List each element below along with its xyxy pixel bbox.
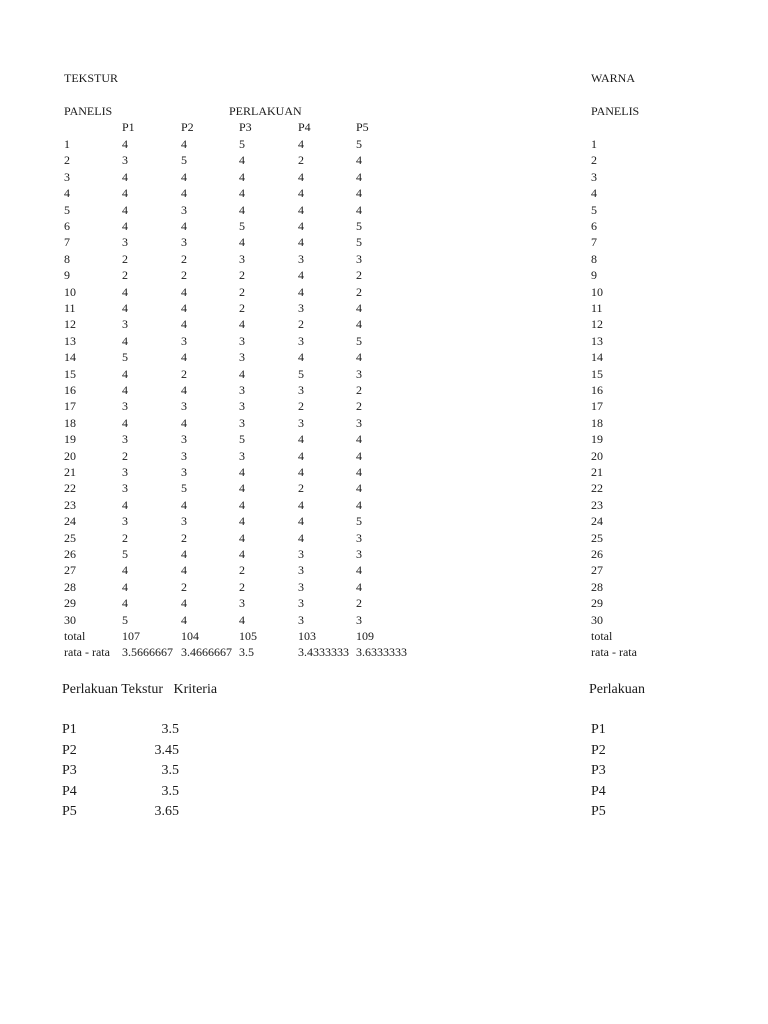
total-cell: 109 (356, 629, 374, 643)
score-cell: 4 (239, 481, 245, 496)
warna-panelis-number: 19 (591, 432, 603, 447)
panelis-number: 12 (64, 317, 76, 332)
score-cell: 5 (239, 219, 245, 233)
column-header: P5 (356, 120, 369, 134)
score-cell: 4 (298, 169, 304, 184)
mean-label: rata - rata (64, 645, 110, 660)
warna-panelis-number: 29 (591, 596, 603, 611)
score-cell: 4 (122, 563, 128, 578)
score-cell: 3 (298, 596, 304, 611)
score-cell: 4 (181, 563, 187, 578)
score-cell: 2 (239, 268, 245, 283)
warna-panelis-number: 12 (591, 317, 603, 332)
score-cell: 2 (356, 596, 362, 611)
score-cell: 4 (356, 301, 362, 315)
score-cell: 4 (298, 350, 304, 365)
warna-panelis-number: 13 (591, 333, 603, 348)
warna-panelis-number: 11 (591, 301, 603, 315)
summary-header-tekstur: Perlakuan Tekstur Kriteria (62, 682, 218, 697)
score-cell: 4 (181, 547, 187, 561)
warna-panelis-number: 6 (591, 219, 597, 233)
warna-panelis-number: 18 (591, 415, 603, 430)
score-cell: 4 (356, 169, 362, 184)
panelis-number: 28 (64, 579, 76, 594)
summary-value: 3.5 (161, 722, 179, 737)
score-cell: 4 (239, 317, 245, 332)
summary-label: P2 (62, 742, 77, 758)
panelis-number: 2 (64, 153, 70, 168)
score-cell: 3 (298, 333, 304, 348)
panelis-number: 8 (64, 251, 70, 266)
score-cell: 4 (122, 169, 128, 184)
score-cell: 5 (298, 366, 304, 381)
perlakuan-header: PERLAKUAN (229, 104, 302, 118)
panelis-number: 30 (64, 612, 76, 627)
summary-value: 3.5 (161, 783, 179, 799)
score-cell: 4 (122, 497, 128, 512)
score-cell: 4 (122, 219, 128, 233)
warna-panelis-number: 1 (591, 137, 597, 151)
score-cell: 3 (356, 530, 362, 545)
column-header: P2 (181, 120, 194, 134)
warna-panelis-number: 8 (591, 251, 597, 266)
panelis-number: 19 (64, 432, 76, 447)
warna-panelis-number: 20 (591, 448, 603, 463)
score-cell: 4 (356, 432, 362, 447)
panelis-number: 27 (64, 563, 76, 578)
score-cell: 3 (298, 579, 304, 594)
score-cell: 4 (298, 186, 304, 201)
panelis-number: 13 (64, 333, 76, 348)
score-cell: 2 (239, 284, 245, 299)
score-cell: 4 (122, 579, 128, 594)
section-title-warna: WARNA (591, 71, 635, 85)
score-cell: 4 (356, 497, 362, 512)
score-cell: 3 (122, 432, 128, 447)
warna-panelis-number: 10 (591, 284, 603, 299)
warna-panelis-number: 2 (591, 153, 597, 168)
warna-panelis-number: 9 (591, 268, 597, 283)
score-cell: 4 (298, 219, 304, 233)
score-cell: 3 (298, 547, 304, 561)
score-cell: 4 (239, 514, 245, 529)
score-cell: 4 (239, 497, 245, 512)
score-cell: 4 (356, 481, 362, 496)
score-cell: 4 (239, 547, 245, 561)
score-cell: 4 (356, 153, 362, 168)
score-cell: 3 (239, 415, 245, 430)
mean-cell: 3.4333333 (298, 645, 349, 660)
score-cell: 4 (239, 169, 245, 184)
score-cell: 4 (298, 497, 304, 512)
mean-cell: 3.5 (239, 645, 254, 660)
warna-summary-label: P3 (591, 763, 606, 778)
warna-panelis-number: 28 (591, 579, 603, 594)
summary-label: P1 (62, 722, 77, 737)
score-cell: 3 (181, 514, 187, 529)
score-cell: 3 (298, 563, 304, 578)
score-cell: 3 (298, 251, 304, 266)
score-cell: 3 (122, 235, 128, 250)
score-cell: 4 (122, 137, 128, 151)
score-cell: 4 (122, 202, 128, 217)
mean-cell: 3.4666667 (181, 645, 232, 660)
score-cell: 5 (181, 153, 187, 168)
panelis-number: 24 (64, 514, 76, 529)
score-cell: 3 (239, 596, 245, 611)
score-cell: 4 (239, 186, 245, 201)
warna-panelis-number: 24 (591, 514, 603, 529)
score-cell: 3 (239, 333, 245, 348)
score-cell: 3 (181, 235, 187, 250)
score-cell: 4 (122, 333, 128, 348)
panelis-number: 16 (64, 383, 76, 397)
score-cell: 4 (356, 465, 362, 479)
score-cell: 4 (298, 202, 304, 217)
score-cell: 3 (181, 333, 187, 348)
score-cell: 3 (122, 317, 128, 332)
score-cell: 4 (181, 284, 187, 299)
score-cell: 4 (298, 448, 304, 463)
summary-value: 3.45 (154, 742, 179, 758)
panelis-number: 10 (64, 284, 76, 299)
column-header: P4 (298, 120, 311, 134)
panelis-number: 21 (64, 465, 76, 479)
score-cell: 3 (239, 251, 245, 266)
panelis-number: 26 (64, 547, 76, 561)
score-cell: 3 (181, 465, 187, 479)
score-cell: 2 (356, 383, 362, 397)
score-cell: 4 (356, 579, 362, 594)
score-cell: 4 (181, 415, 187, 430)
panelis-header: PANELIS (64, 104, 113, 118)
score-cell: 5 (356, 219, 362, 233)
score-cell: 4 (181, 612, 187, 627)
score-cell: 4 (181, 317, 187, 332)
score-cell: 4 (181, 350, 187, 365)
score-cell: 4 (356, 186, 362, 201)
score-cell: 3 (356, 612, 362, 627)
score-cell: 2 (356, 268, 362, 283)
score-cell: 3 (122, 514, 128, 529)
score-cell: 4 (298, 465, 304, 479)
summary-value: 3.5 (161, 763, 179, 778)
warna-summary-label: P5 (591, 804, 606, 819)
score-cell: 4 (356, 350, 362, 365)
summary-label: P3 (62, 763, 77, 778)
score-cell: 4 (239, 465, 245, 479)
score-cell: 4 (356, 563, 362, 578)
column-header: P3 (239, 120, 252, 134)
score-cell: 4 (356, 202, 362, 217)
score-cell: 5 (239, 432, 245, 447)
warna-panelis-number: 21 (591, 465, 603, 479)
panelis-number: 3 (64, 169, 70, 184)
score-cell: 4 (181, 301, 187, 315)
score-cell: 5 (356, 333, 362, 348)
warna-panelis-number: 25 (591, 530, 603, 545)
section-title-tekstur: TEKSTUR (64, 71, 118, 85)
score-cell: 4 (298, 284, 304, 299)
score-cell: 4 (122, 301, 128, 315)
score-cell: 4 (298, 514, 304, 529)
total-cell: 103 (298, 629, 316, 643)
panelis-number: 14 (64, 350, 76, 365)
warna-panelis-number: 30 (591, 612, 603, 627)
mean-cell: 3.5666667 (122, 645, 173, 660)
score-cell: 4 (356, 317, 362, 332)
score-cell: 3 (181, 202, 187, 217)
warna-panelis-number: 4 (591, 186, 597, 201)
warna-total-label: total (591, 629, 613, 643)
score-cell: 2 (122, 448, 128, 463)
score-cell: 4 (298, 235, 304, 250)
score-cell: 3 (356, 251, 362, 266)
score-cell: 4 (298, 530, 304, 545)
panelis-number: 29 (64, 596, 76, 611)
warna-panelis-number: 5 (591, 202, 597, 217)
score-cell: 4 (239, 612, 245, 627)
score-cell: 3 (298, 415, 304, 430)
panelis-number: 25 (64, 530, 76, 545)
score-cell: 4 (181, 137, 187, 151)
warna-panelis-number: 17 (591, 399, 603, 414)
score-cell: 4 (239, 153, 245, 168)
score-cell: 2 (181, 366, 187, 381)
score-cell: 3 (181, 432, 187, 447)
score-cell: 4 (181, 596, 187, 611)
score-cell: 3 (239, 383, 245, 397)
warna-mean-label: rata - rata (591, 645, 637, 660)
score-cell: 4 (239, 235, 245, 250)
score-cell: 3 (239, 448, 245, 463)
score-cell: 4 (122, 186, 128, 201)
panelis-number: 7 (64, 235, 70, 250)
panelis-number: 18 (64, 415, 76, 430)
panelis-number: 20 (64, 448, 76, 463)
warna-panelis-number: 26 (591, 547, 603, 561)
score-cell: 4 (181, 383, 187, 397)
score-cell: 4 (239, 530, 245, 545)
score-cell: 3 (298, 383, 304, 397)
panelis-number: 5 (64, 202, 70, 217)
score-cell: 2 (122, 530, 128, 545)
score-cell: 2 (356, 284, 362, 299)
score-cell: 4 (356, 448, 362, 463)
panelis-number: 17 (64, 399, 76, 414)
score-cell: 2 (122, 251, 128, 266)
panelis-number: 15 (64, 366, 76, 381)
warna-panelis-number: 7 (591, 235, 597, 250)
score-cell: 3 (239, 399, 245, 414)
score-cell: 2 (298, 153, 304, 168)
score-cell: 4 (181, 497, 187, 512)
score-cell: 2 (356, 399, 362, 414)
warna-panelis-number: 3 (591, 169, 597, 184)
panelis-number: 11 (64, 301, 76, 315)
summary-value: 3.65 (154, 804, 179, 819)
total-cell: 107 (122, 629, 140, 643)
score-cell: 3 (356, 366, 362, 381)
score-cell: 5 (122, 547, 128, 561)
panelis-number: 23 (64, 497, 76, 512)
warna-panelis-number: 14 (591, 350, 603, 365)
score-cell: 5 (122, 350, 128, 365)
warna-summary-label: P4 (591, 783, 606, 799)
score-cell: 3 (122, 465, 128, 479)
score-cell: 2 (181, 579, 187, 594)
score-cell: 3 (356, 547, 362, 561)
score-cell: 4 (239, 366, 245, 381)
column-header: P1 (122, 120, 135, 134)
score-cell: 2 (239, 563, 245, 578)
warna-panelis-number: 27 (591, 563, 603, 578)
score-cell: 2 (298, 481, 304, 496)
score-cell: 2 (181, 251, 187, 266)
warna-panelis-number: 15 (591, 366, 603, 381)
panelis-number: 4 (64, 186, 70, 201)
score-cell: 3 (356, 415, 362, 430)
panelis-number: 22 (64, 481, 76, 496)
score-cell: 2 (181, 530, 187, 545)
score-cell: 5 (356, 137, 362, 151)
score-cell: 4 (181, 186, 187, 201)
score-cell: 2 (122, 268, 128, 283)
warna-panelis-number: 22 (591, 481, 603, 496)
score-cell: 5 (122, 612, 128, 627)
total-cell: 105 (239, 629, 257, 643)
score-cell: 3 (298, 612, 304, 627)
score-cell: 5 (356, 514, 362, 529)
score-cell: 4 (122, 596, 128, 611)
score-cell: 5 (239, 137, 245, 151)
summary-label: P4 (62, 783, 77, 799)
panelis-header-warna: PANELIS (591, 104, 640, 118)
score-cell: 2 (298, 399, 304, 414)
score-cell: 4 (122, 383, 128, 397)
score-cell: 4 (181, 169, 187, 184)
total-cell: 104 (181, 629, 199, 643)
summary-label: P5 (62, 804, 77, 819)
mean-cell: 3.6333333 (356, 645, 407, 660)
score-cell: 3 (239, 350, 245, 365)
warna-summary-label: P1 (591, 722, 606, 737)
score-cell: 3 (122, 399, 128, 414)
score-cell: 5 (356, 235, 362, 250)
score-cell: 4 (298, 137, 304, 151)
score-cell: 2 (181, 268, 187, 283)
score-cell: 3 (122, 481, 128, 496)
score-cell: 2 (298, 317, 304, 332)
panelis-number: 1 (64, 137, 70, 151)
panelis-number: 9 (64, 268, 70, 283)
score-cell: 4 (122, 415, 128, 430)
score-cell: 2 (239, 579, 245, 594)
score-cell: 3 (181, 399, 187, 414)
warna-panelis-number: 16 (591, 383, 603, 397)
score-cell: 4 (298, 432, 304, 447)
score-cell: 4 (239, 202, 245, 217)
score-cell: 3 (181, 448, 187, 463)
total-label: total (64, 629, 86, 643)
warna-summary-label: P2 (591, 742, 606, 758)
score-cell: 5 (181, 481, 187, 496)
summary-header-warna: Perlakuan (589, 682, 645, 697)
score-cell: 4 (181, 219, 187, 233)
score-cell: 3 (298, 301, 304, 315)
panelis-number: 6 (64, 219, 70, 233)
score-cell: 4 (298, 268, 304, 283)
warna-panelis-number: 23 (591, 497, 603, 512)
score-cell: 2 (239, 301, 245, 315)
score-cell: 3 (122, 153, 128, 168)
score-cell: 4 (122, 284, 128, 299)
score-cell: 4 (122, 366, 128, 381)
